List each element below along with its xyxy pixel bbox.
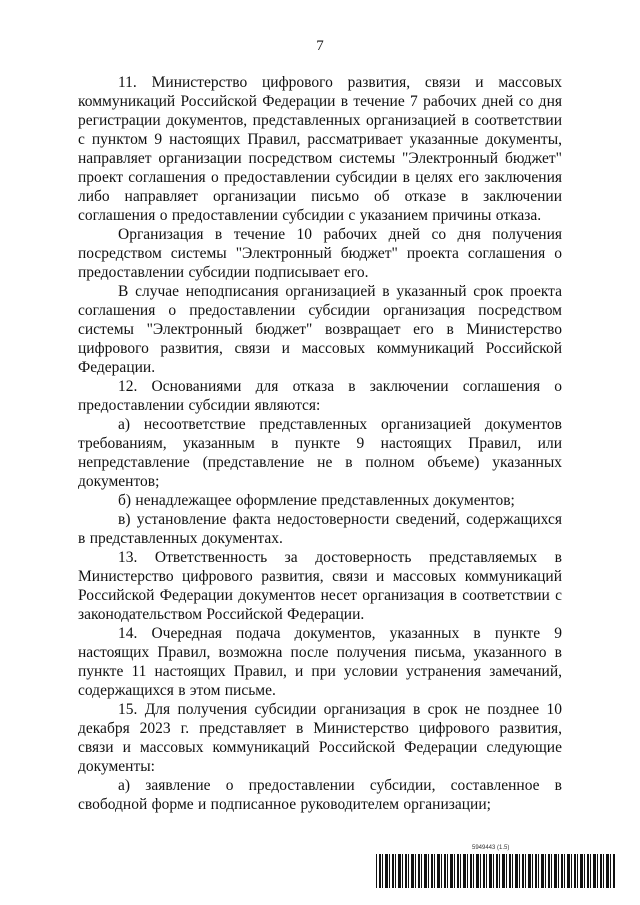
- paragraph-12-a: а) несоответствие представленных организацией документов требованиям, указанным в пункте 9 настоящих Правил, или непредставление (представление не в полном объеме) указанных документов;: [78, 416, 562, 490]
- paragraph-12-c: в) установление факта недостоверности сведений, содержащихся в представленных документах.: [78, 511, 562, 547]
- paragraph-13: 13. Ответственность за достоверность представляемых в Министерство цифрового развития, связи и массовых коммуникаций Российской Федерации документов несет организация в соответствии с законодательством Российской Федерации.: [78, 549, 562, 623]
- document-body: [78, 73, 562, 814]
- paragraph-11-signing: Организация в течение 10 рабочих дней со дня получения посредством системы "Электронный бюджет" проекта соглашения о предоставлении субсидии подписывает его.: [78, 226, 562, 281]
- document-barcode: [376, 845, 616, 889]
- paragraph-14: 14. Очередная подача документов, указанных в пункте 9 настоящих Правил, возможна после получения письма, указанного в пункте 11 настоящих Правил, и при условии устранения замечаний, содержащихся в этом письме.: [78, 625, 562, 699]
- page-number: 7: [316, 38, 324, 54]
- paragraph-15: 15. Для получения субсидии организация в срок не позднее 10 декабря 2023 г. представляет в Министерство цифрового развития, связи и массовых коммуникаций Российской Федерации следующие документы:: [78, 701, 562, 775]
- paragraph-15-a: а) заявление о предоставлении субсидии, составленное в свободной форме и подписанное руководителем организации;: [78, 777, 562, 813]
- paragraph-11: 11. Министерство цифрового развития, связи и массовых коммуникаций Российской Федерации в течение 7 рабочих дней со дня регистрации документов, представленных организацией в соответствии с пунктом 9 настоящих Правил, рассматривает указанные документы, направляет организации посредством системы "Электронный бюджет" проект соглашения о предоставлении субсидии в целях его заключения либо направляет организации письмо об отказе в заключении соглашения о предоставлении субсидии с указанием причины отказа.: [78, 74, 562, 224]
- barcode-image: [376, 854, 616, 888]
- paragraph-11-refusal-return: В случае неподписания организацией в указанный срок проекта соглашения о предоставлении субсидии организация посредством системы "Электронный бюджет" возвращает его в Министерство цифрового развития, связи и массовых коммуникаций Российской Федерации.: [78, 283, 562, 376]
- barcode-caption: 5949443 (1.5): [472, 845, 510, 851]
- paragraph-12-b: б) ненадлежащее оформление представленных документов;: [118, 492, 515, 509]
- paragraph-12: 12. Основаниями для отказа в заключении соглашения о предоставлении субсидии являются:: [78, 378, 562, 414]
